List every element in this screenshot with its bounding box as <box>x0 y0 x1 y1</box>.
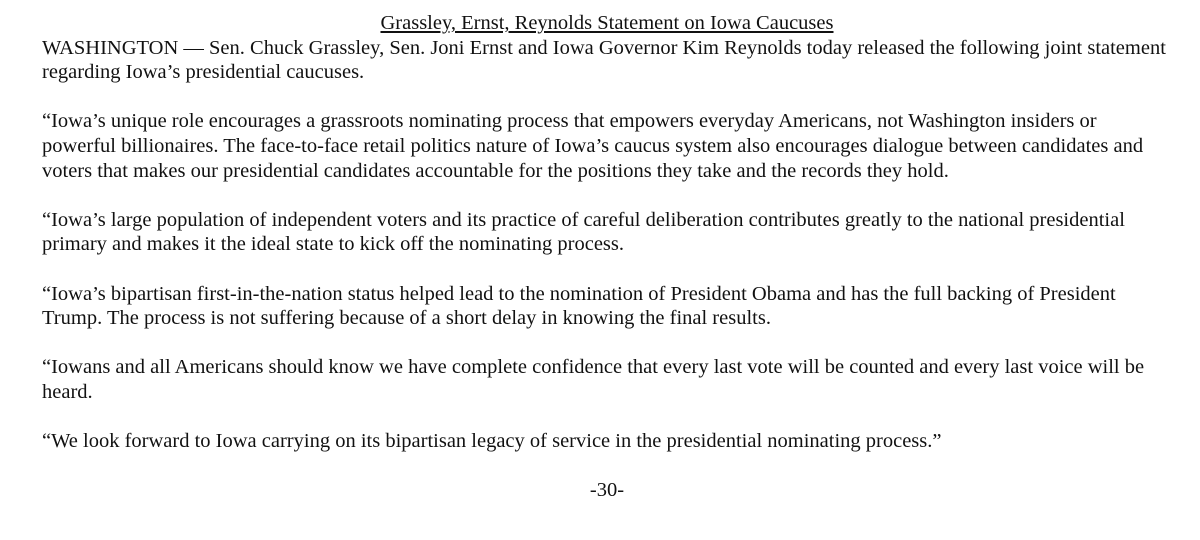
end-mark: -30- <box>589 479 625 502</box>
statement-paragraph-3: “Iowa’s bipartisan first-in-the-nation status helped lead to the nomination of President Obama and has the full backing of President Trump. The process is not suffering because of a short delay in knowing the final results. <box>42 282 1116 330</box>
page-title: Grassley, Ernst, Reynolds Statement on Iowa Caucuses <box>380 12 834 34</box>
press-release <box>42 11 1172 503</box>
statement-paragraph-2: “Iowa’s large population of independent voters and its practice of careful deliberation contributes greatly to the national presidential primary and makes it the ideal state to kick off the nominating process. <box>42 208 1125 256</box>
statement-paragraph-4: “Iowans and all Americans should know we have complete confidence that every last vote will be counted and every last voice will be heard. <box>42 356 1145 403</box>
statement-paragraph-5: “We look forward to Iowa carrying on its bipartisan legacy of service in the presidential nominating process.” <box>42 430 942 453</box>
statement-paragraph-1: “Iowa’s unique role encourages a grassroots nominating process that empowers everyday Americans, not Washington insiders or powerful billionaires. The face-to-face retail politics nature of Iowa’s caucus system also encourages dialogue between candidates and voters that makes our presidential candidates accountable for the positions they take and the records they hold. <box>42 110 1144 182</box>
dateline-paragraph: WASHINGTON — Sen. Chuck Grassley, Sen. Joni Ernst and Iowa Governor Kim Reynolds today released the following joint statement regarding Iowa’s presidential caucuses. <box>42 36 1166 84</box>
